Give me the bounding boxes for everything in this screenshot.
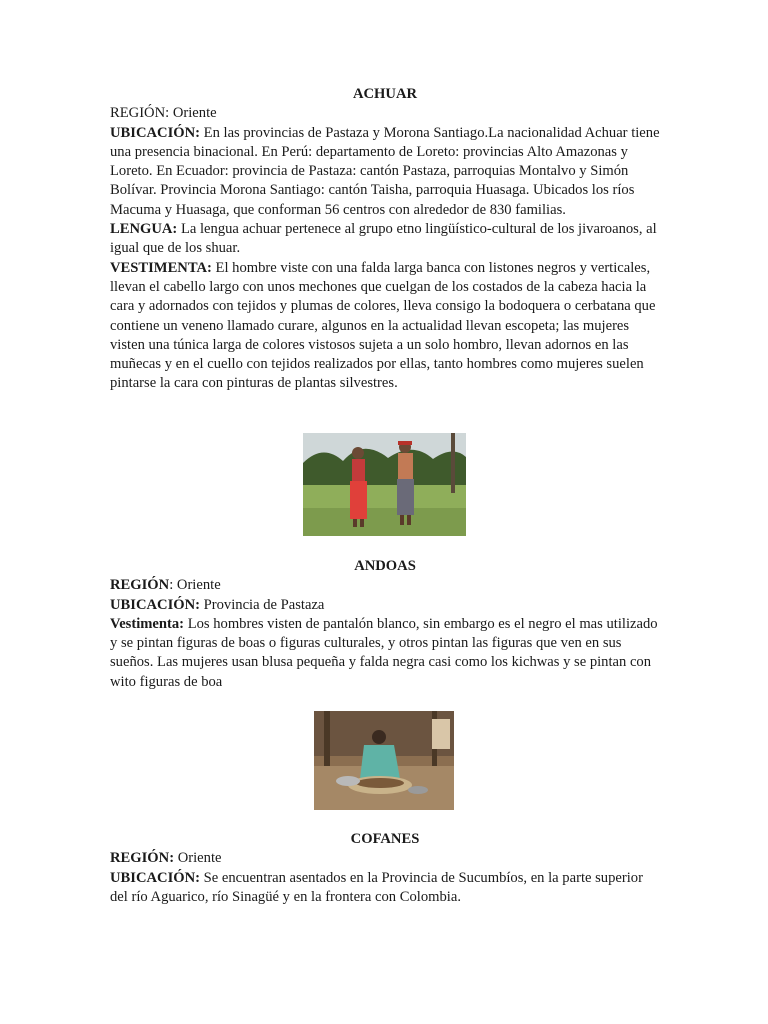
ubicacion-paragraph [110, 124, 660, 220]
section-cofanes [110, 830, 660, 907]
andoas-photo [314, 711, 454, 810]
achuar-photo [303, 433, 466, 536]
vestimenta-text: Los hombres visten de pantalón blanco, sin embargo es el negro el mas utilizado y se pintan figuras de boas o figuras culturales, y otros pintan las figuras que ven en sus sueños. Las mujeres usan blusa pequeña y falda negra casi como los kichwas y se pintan con wito figuras de boa [110, 615, 658, 690]
vestimenta-paragraph [110, 259, 660, 394]
region-label: REGIÓN [110, 577, 170, 594]
section-achuar [110, 85, 660, 394]
lengua-text: La lengua achuar pertenece al grupo etno lingüístico-cultural de los jivaroanos, al igual que de los shuar. [110, 221, 657, 257]
section-title: ACHUAR [352, 86, 418, 102]
lengua-label: LENGUA: [110, 221, 178, 238]
region-separator: : [165, 105, 173, 122]
vestimenta-paragraph [110, 615, 660, 692]
section-title: ANDOAS [354, 558, 416, 574]
ubicacion-paragraph [110, 869, 660, 908]
ubicacion-text: Provincia de Pastaza [200, 596, 325, 613]
region-line [110, 104, 660, 123]
lengua-paragraph [110, 220, 660, 259]
region-value: Oriente [172, 105, 217, 122]
vestimenta-text: El hombre viste con una falda larga banca con listones negros y verticales, llevan el cabello largo con unos mechones que cuelgan de los costados de la cabeza hacia la cara y adornados con tejidos y plumas de colores, lleva consigo la bodoquera o cerbatana que contiene un veneno llamado curare, algunos en la actualidad llevan escopeta; las mujeres visten una túnica larga de colores vistosos sujeta a un solo hombro, llevan adornos en las muñecas y en el cuello con tejidos realizados por ellas, tanto hombres como mujeres suelen pintarse la cara con pinturas de plantas silvestres. [110, 259, 656, 392]
region-label: REGIÓN [110, 105, 166, 122]
region-line [110, 849, 660, 868]
region-value: Oriente [177, 850, 222, 867]
region-value: Oriente [176, 577, 221, 594]
vestimenta-label: Vestimenta: [110, 615, 185, 632]
region-label: REGIÓN: [110, 850, 175, 867]
section-andoas [110, 557, 660, 692]
region-line [110, 576, 660, 595]
ubicacion-label: UBICACIÓN: [110, 124, 200, 141]
vestimenta-label: VESTIMENTA: [110, 259, 212, 276]
ubicacion-label: UBICACIÓN: [110, 596, 200, 613]
ubicacion-paragraph [110, 596, 660, 615]
section-title: COFANES [350, 831, 420, 847]
ubicacion-label: UBICACIÓN: [110, 869, 200, 886]
region-separator: : [169, 577, 177, 594]
ubicacion-text: Se encuentran asentados en la Provincia de Sucumbíos, en la parte superior del río Aguarico, río Sinagüé y en la frontera con Colombia. [110, 869, 643, 905]
ubicacion-text: En las provincias de Pastaza y Morona Santiago.La nacionalidad Achuar tiene una presencia binacional. En Perú: departamento de Loreto: provincias Alto Amazonas y Loreto. En Ecuador: provincia de Pastaza: cantón Pastaza, parroquias Montalvo y Simón Bolívar. Provincia Morona Santiago: cantón Taisha, parroquia Huasaga. Ubicados los ríos Macuma y Huasaga, que conforman 56 centros con alrededor de 830 familias. [110, 124, 660, 218]
